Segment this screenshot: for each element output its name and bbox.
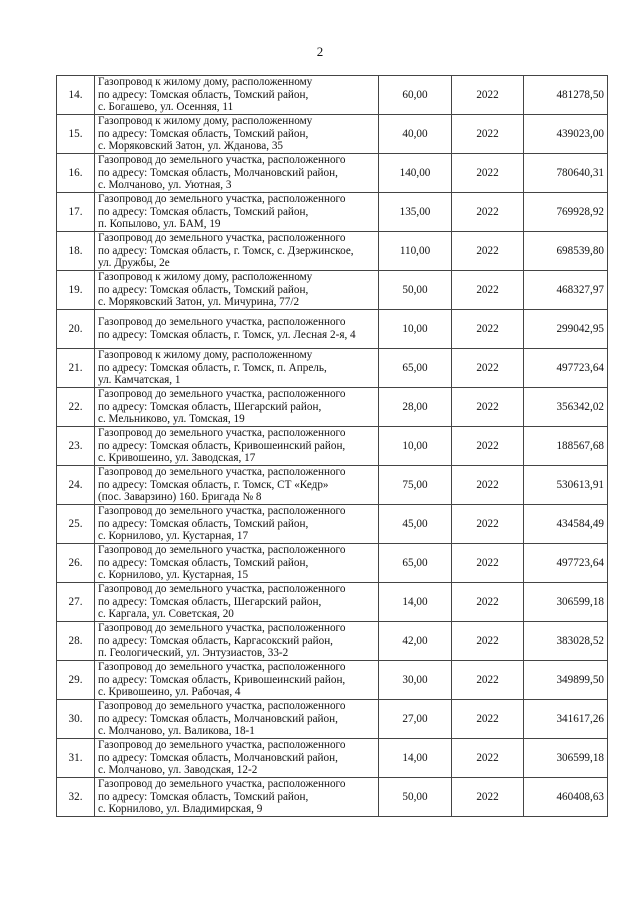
description-line: ул. Камчатская, 1	[98, 374, 181, 387]
description-line: по адресу: Томская область, Молчановский район,	[98, 166, 338, 179]
pipeline-length: 135,00	[379, 193, 452, 232]
table-row	[57, 739, 608, 778]
row-number: 22.	[57, 388, 95, 427]
description-line: Газопровод до земельного участка, расположенного	[98, 622, 346, 635]
row-number: 15.	[57, 115, 95, 154]
description-line: ул. Дружбы, 2е	[98, 257, 170, 270]
row-number: 32.	[57, 778, 95, 817]
object-description	[95, 739, 379, 778]
description-line: Газопровод до земельного участка, расположенного	[98, 427, 346, 440]
table-row	[57, 622, 608, 661]
year: 2022	[452, 388, 524, 427]
cost: 439023,00	[524, 115, 608, 154]
table-row	[57, 427, 608, 466]
description-line: Газопровод к жилому дому, расположенному	[98, 115, 313, 128]
table-body	[57, 76, 608, 817]
cost: 497723,64	[524, 349, 608, 388]
table-row	[57, 76, 608, 115]
row-number: 30.	[57, 700, 95, 739]
pipeline-length: 14,00	[379, 583, 452, 622]
cost: 306599,18	[524, 583, 608, 622]
row-number: 16.	[57, 154, 95, 193]
object-description	[95, 271, 379, 310]
object-description	[95, 76, 379, 115]
object-description	[95, 622, 379, 661]
cost: 299042,95	[524, 310, 608, 349]
row-number: 19.	[57, 271, 95, 310]
row-number: 25.	[57, 505, 95, 544]
cost: 780640,31	[524, 154, 608, 193]
description-line: Газопровод до земельного участка, расположенного	[98, 661, 346, 674]
description-line: по адресу: Томская область, Томский район,	[98, 283, 309, 296]
year: 2022	[452, 505, 524, 544]
pipeline-length: 45,00	[379, 505, 452, 544]
cost: 497723,64	[524, 544, 608, 583]
description-line: Газопровод к жилому дому, расположенному	[98, 349, 313, 362]
description-line: Газопровод до земельного участка, расположенного	[98, 583, 346, 596]
description-line: по адресу: Томская область, Томский район,	[98, 205, 309, 218]
object-description	[95, 193, 379, 232]
description-line: п. Копылово, ул. БАМ, 19	[98, 218, 221, 231]
year: 2022	[452, 778, 524, 817]
year: 2022	[452, 700, 524, 739]
pipeline-length: 27,00	[379, 700, 452, 739]
object-description	[95, 505, 379, 544]
description-line: с. Молчаново, ул. Заводская, 12-2	[98, 764, 258, 777]
year: 2022	[452, 544, 524, 583]
year: 2022	[452, 349, 524, 388]
description-line: по адресу: Томская область, Томский район,	[98, 556, 309, 569]
year: 2022	[452, 193, 524, 232]
description-line: по адресу: Томская область, Каргасокский район,	[98, 634, 333, 647]
description-line: с. Мельниково, ул. Томская, 19	[98, 413, 245, 426]
year: 2022	[452, 115, 524, 154]
description-line: с. Корнилово, ул. Владимирская, 9	[98, 803, 263, 816]
pipeline-length: 50,00	[379, 778, 452, 817]
page-number: 2	[316, 44, 324, 59]
description-line: с. Корнилово, ул. Кустарная, 17	[98, 530, 249, 543]
table-row	[57, 154, 608, 193]
description-line: с. Каргала, ул. Советская, 20	[98, 608, 234, 621]
gas-pipeline-table	[56, 75, 608, 817]
table-row	[57, 388, 608, 427]
table-row	[57, 193, 608, 232]
description-line: Газопровод до земельного участка, расположенного	[98, 739, 346, 752]
row-number: 23.	[57, 427, 95, 466]
description-line: с. Молчаново, ул. Валикова, 18-1	[98, 725, 255, 738]
row-number: 27.	[57, 583, 95, 622]
description-line: по адресу: Томская область, Молчановский район,	[98, 751, 338, 764]
object-description	[95, 466, 379, 505]
description-line: Газопровод до земельного участка, расположенного	[98, 388, 346, 401]
object-description	[95, 427, 379, 466]
description-line: по адресу: Томская область, Томский район,	[98, 88, 309, 101]
description-line: по адресу: Томская область, г. Томск, п. Апрель,	[98, 361, 327, 374]
description-line: по адресу: Томская область, Томский район,	[98, 127, 309, 140]
description-line: с. Кривошеино, ул. Заводская, 17	[98, 452, 256, 465]
cost: 341617,26	[524, 700, 608, 739]
description-line: Газопровод до земельного участка, расположенного	[98, 466, 346, 479]
object-description	[95, 310, 379, 349]
description-line: Газопровод до земельного участка, расположенного	[98, 505, 346, 518]
object-description	[95, 778, 379, 817]
row-number: 26.	[57, 544, 95, 583]
pipeline-length: 40,00	[379, 115, 452, 154]
description-line: Газопровод до земельного участка, расположенного	[98, 700, 346, 713]
year: 2022	[452, 583, 524, 622]
row-number: 28.	[57, 622, 95, 661]
description-line: с. Моряковский Затон, ул. Жданова, 35	[98, 140, 284, 153]
cost: 468327,97	[524, 271, 608, 310]
object-description	[95, 700, 379, 739]
table-row	[57, 349, 608, 388]
description-line: п. Геологический, ул. Энтузиастов, 33-2	[98, 647, 289, 660]
cost: 349899,50	[524, 661, 608, 700]
row-number: 31.	[57, 739, 95, 778]
object-description	[95, 661, 379, 700]
table-row	[57, 310, 608, 349]
row-number: 21.	[57, 349, 95, 388]
year: 2022	[452, 154, 524, 193]
pipeline-length: 75,00	[379, 466, 452, 505]
description-line: с. Молчаново, ул. Уютная, 3	[98, 179, 232, 192]
description-line: по адресу: Томская область, Кривошеинский район,	[98, 673, 346, 686]
cost: 356342,02	[524, 388, 608, 427]
row-number: 18.	[57, 232, 95, 271]
pipeline-length: 10,00	[379, 310, 452, 349]
cost: 530613,91	[524, 466, 608, 505]
year: 2022	[452, 232, 524, 271]
cost: 306599,18	[524, 739, 608, 778]
year: 2022	[452, 622, 524, 661]
cost: 434584,49	[524, 505, 608, 544]
cost: 188567,68	[524, 427, 608, 466]
pipeline-length: 10,00	[379, 427, 452, 466]
row-number: 24.	[57, 466, 95, 505]
table-row	[57, 583, 608, 622]
cost: 383028,52	[524, 622, 608, 661]
object-description	[95, 349, 379, 388]
description-line: по адресу: Томская область, Томский район,	[98, 790, 309, 803]
description-line: по адресу: Томская область, Молчановский район,	[98, 712, 338, 725]
description-line: по адресу: Томская область, г. Томск, с. Дзержинское,	[98, 244, 354, 257]
description-line: Газопровод до земельного участка, расположенного	[98, 232, 346, 245]
description-line: по адресу: Томская область, Шегарский район,	[98, 400, 322, 413]
cost: 698539,80	[524, 232, 608, 271]
year: 2022	[452, 427, 524, 466]
year: 2022	[452, 739, 524, 778]
table-row	[57, 700, 608, 739]
table-row	[57, 232, 608, 271]
pipeline-length: 140,00	[379, 154, 452, 193]
year: 2022	[452, 76, 524, 115]
object-description	[95, 115, 379, 154]
pipeline-length: 50,00	[379, 271, 452, 310]
pipeline-length: 65,00	[379, 544, 452, 583]
cost: 481278,50	[524, 76, 608, 115]
pipeline-length: 28,00	[379, 388, 452, 427]
year: 2022	[452, 310, 524, 349]
row-number: 29.	[57, 661, 95, 700]
object-description	[95, 232, 379, 271]
table-row	[57, 115, 608, 154]
description-line: с. Моряковский Затон, ул. Мичурина, 77/2	[98, 296, 300, 309]
pipeline-length: 14,00	[379, 739, 452, 778]
description-line: с. Богашево, ул. Осенняя, 11	[98, 101, 234, 114]
table-row	[57, 661, 608, 700]
object-description	[95, 583, 379, 622]
object-description	[95, 154, 379, 193]
description-line: по адресу: Томская область, г. Томск, СТ «Кедр»	[98, 478, 329, 491]
description-line: Газопровод до земельного участка, расположенного	[98, 316, 346, 329]
description-line: Газопровод до земельного участка, расположенного	[98, 193, 346, 206]
description-line: по адресу: Томская область, г. Томск, ул. Лесная 2-я, 4	[98, 329, 356, 341]
table-row	[57, 271, 608, 310]
year: 2022	[452, 661, 524, 700]
description-line: (пос. Заварзино) 160. Бригада № 8	[98, 491, 262, 504]
description-line: с. Кривошеино, ул. Рабочая, 4	[98, 686, 241, 699]
object-description	[95, 544, 379, 583]
year: 2022	[452, 466, 524, 505]
description-line: по адресу: Томская область, Шегарский район,	[98, 595, 322, 608]
description-line: по адресу: Томская область, Кривошеинский район,	[98, 439, 346, 452]
description-line: по адресу: Томская область, Томский район,	[98, 517, 309, 530]
row-number: 14.	[57, 76, 95, 115]
description-line: Газопровод к жилому дому, расположенному	[98, 271, 313, 284]
pipeline-length: 30,00	[379, 661, 452, 700]
row-number: 20.	[57, 310, 95, 349]
year: 2022	[452, 271, 524, 310]
table-row	[57, 505, 608, 544]
pipeline-length: 60,00	[379, 76, 452, 115]
table-row	[57, 466, 608, 505]
pipeline-length: 110,00	[379, 232, 452, 271]
pipeline-length: 65,00	[379, 349, 452, 388]
description-line: Газопровод до земельного участка, расположенного	[98, 778, 346, 791]
description-line: Газопровод до земельного участка, расположенного	[98, 544, 346, 557]
description-line: Газопровод к жилому дому, расположенному	[98, 76, 313, 89]
table-row	[57, 544, 608, 583]
pipeline-length: 42,00	[379, 622, 452, 661]
description-line: Газопровод до земельного участка, расположенного	[98, 154, 346, 167]
table-row	[57, 778, 608, 817]
cost: 769928,92	[524, 193, 608, 232]
object-description	[95, 388, 379, 427]
cost: 460408,63	[524, 778, 608, 817]
description-line: с. Корнилово, ул. Кустарная, 15	[98, 569, 249, 582]
row-number: 17.	[57, 193, 95, 232]
